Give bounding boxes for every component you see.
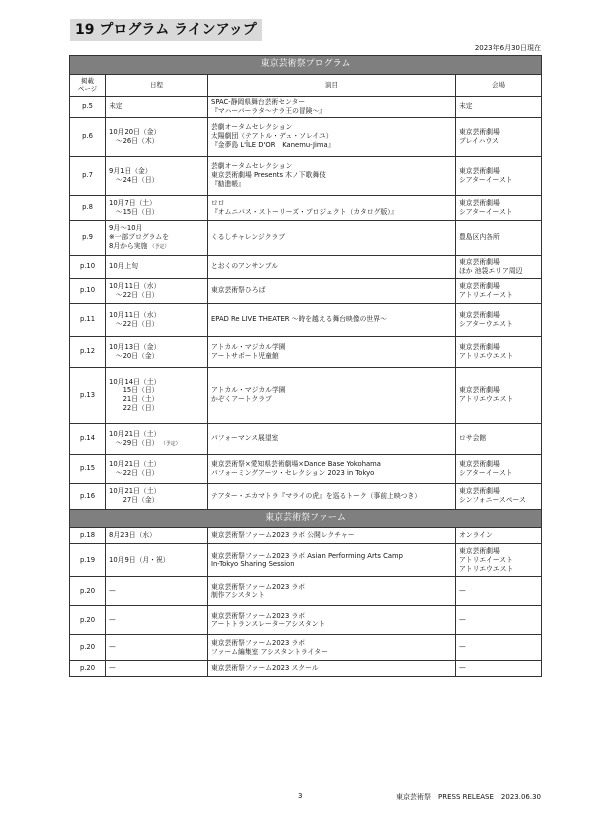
cell-date: 10月21日（土） 27日（金） — [106, 483, 208, 509]
program-table — [69, 55, 542, 677]
table-row — [70, 454, 542, 483]
date-note: （予定） — [160, 440, 181, 447]
cell-page: p.18 — [70, 528, 106, 544]
cell-date — [106, 220, 208, 255]
date-note: （予定） — [149, 244, 170, 251]
section-title: 東京芸術祭ファーム — [70, 509, 542, 528]
cell-page: p.11 — [70, 303, 106, 336]
cell-event: アトカル・マジカル学園 かぞくアートクラブ — [208, 367, 456, 423]
table-row — [70, 423, 542, 454]
cell-event: 東京芸術祭ファーム2023 ラボ 制作アシスタント — [208, 577, 456, 606]
table-row — [70, 220, 542, 255]
cell-venue: — — [456, 606, 542, 635]
table-row — [70, 483, 542, 509]
cell-page: p.20 — [70, 577, 106, 606]
cell-page: p.14 — [70, 423, 106, 454]
cell-date: 10月21日（土） 〜22日（日） — [106, 454, 208, 483]
date-text: 9月〜10月 ※一部プログラムを 8月から実施 — [109, 224, 170, 251]
cell-event: 芸劇オータムセレクション 東京芸術劇場 Presents 木ノ下歌舞伎 『勧進帳』 — [208, 156, 456, 195]
cell-venue: ロサ会館 — [456, 423, 542, 454]
cell-venue: 東京芸術劇場 アトリエウエスト — [456, 367, 542, 423]
footer-page-number: 3 — [298, 792, 303, 800]
cell-date: — — [106, 635, 208, 661]
table-row — [70, 117, 542, 156]
cell-event: 東京芸術祭ファーム2023 スクール — [208, 661, 456, 677]
cell-event: 東京芸術祭ファーム2023 ラボ アートトランスレーターアシスタント — [208, 606, 456, 635]
cell-date: 10月7日（土） 〜15日（日） — [106, 195, 208, 220]
cell-page: p.16 — [70, 483, 106, 509]
cell-page: p.5 — [70, 96, 106, 117]
cell-page: p.6 — [70, 117, 106, 156]
cell-date — [106, 423, 208, 454]
cell-date: 10月13日（金） 〜20日（金） — [106, 336, 208, 367]
cell-venue: 未定 — [456, 96, 542, 117]
header-venue: 会場 — [456, 74, 542, 96]
cell-venue: 東京芸術劇場 アトリエイースト — [456, 278, 542, 303]
as-of-date: 2023年6月30日現在 — [474, 44, 541, 52]
cell-date: 10月14日（土） 15日（日） 21日（土） 22日（日） — [106, 367, 208, 423]
table-row — [70, 606, 542, 635]
table-row — [70, 96, 542, 117]
table-row — [70, 278, 542, 303]
cell-event: くるしチャレンジクラブ — [208, 220, 456, 255]
cell-date: 10月9日（月・祝） — [106, 544, 208, 577]
cell-event: 東京芸術祭ファーム2023 ラボ 公開レクチャー — [208, 528, 456, 544]
cell-event: パフォーマンス展望室 — [208, 423, 456, 454]
cell-page: p.7 — [70, 156, 106, 195]
table-row — [70, 255, 542, 278]
cell-venue: オンライン — [456, 528, 542, 544]
cell-date: 8月23日（水） — [106, 528, 208, 544]
cell-date: 10月上旬 — [106, 255, 208, 278]
page-title: 19 プログラム ラインアップ — [70, 19, 262, 41]
cell-venue: 東京芸術劇場 アトリエウエスト — [456, 336, 542, 367]
cell-event: 東京芸術祭ひろば — [208, 278, 456, 303]
cell-page: p.10 — [70, 255, 106, 278]
cell-page: p.15 — [70, 454, 106, 483]
table-row — [70, 528, 542, 544]
table-row — [70, 577, 542, 606]
section-title: 東京芸術祭プログラム — [70, 56, 542, 75]
cell-event: とおくのアンサンブル — [208, 255, 456, 278]
header-date: 日程 — [106, 74, 208, 96]
cell-event: EPAD Re LIVE THEATER 〜時を越える舞台映像の世界〜 — [208, 303, 456, 336]
cell-page: p.10 — [70, 278, 106, 303]
cell-event: SPAC-静岡県舞台芸術センター 『マハーバーラタ〜ナラ王の冒険〜』 — [208, 96, 456, 117]
program-table-body — [70, 56, 542, 677]
cell-page: p.19 — [70, 544, 106, 577]
table-row — [70, 303, 542, 336]
table-row — [70, 661, 542, 677]
cell-date: 9月1日（金） 〜24日（日） — [106, 156, 208, 195]
cell-page: p.8 — [70, 195, 106, 220]
cell-venue: 東京芸術劇場 プレイハウス — [456, 117, 542, 156]
table-row — [70, 367, 542, 423]
cell-date: 10月11日（水） 〜22日（日） — [106, 303, 208, 336]
cell-event: 東京芸術祭×愛知県芸術劇場×Dance Base Yokohama パフォーミングアーツ・セレクション 2023 in Tokyo — [208, 454, 456, 483]
cell-date: 未定 — [106, 96, 208, 117]
cell-venue: 東京芸術劇場 ほか 池袋エリア周辺 — [456, 255, 542, 278]
cell-event: テアター・エカマトラ『マライの虎』を巡るトーク（事前上映つき） — [208, 483, 456, 509]
cell-venue: 東京芸術劇場 シアターイースト — [456, 454, 542, 483]
cell-venue: — — [456, 577, 542, 606]
cell-page: p.13 — [70, 367, 106, 423]
cell-date: — — [106, 606, 208, 635]
table-row — [70, 336, 542, 367]
cell-venue: 豊島区内各所 — [456, 220, 542, 255]
footer-release: 東京芸術祭 PRESS RELEASE 2023.06.30 — [396, 793, 541, 801]
cell-page: p.12 — [70, 336, 106, 367]
cell-event: 芸劇オータムセレクション 太陽劇団（テアトル・デュ・ソレイユ） 『金夢島 L'ÎLE D'OR Kanemu-Jima』 — [208, 117, 456, 156]
cell-venue: — — [456, 635, 542, 661]
table-row — [70, 195, 542, 220]
cell-event: 東京芸術祭ファーム2023 ラボ Asian Performing Arts Camp In-Tokyo Sharing Session — [208, 544, 456, 577]
column-header-row — [70, 74, 542, 96]
cell-page: p.20 — [70, 635, 106, 661]
cell-page: p.20 — [70, 606, 106, 635]
date-text: 10月21日（土） 〜29日（日） — [109, 429, 161, 447]
cell-date: 10月20日（金） 〜26日（木） — [106, 117, 208, 156]
cell-date: — — [106, 661, 208, 677]
cell-date: — — [106, 577, 208, 606]
cell-venue: 東京芸術劇場 シアターイースト — [456, 156, 542, 195]
cell-page: p.9 — [70, 220, 106, 255]
cell-venue: 東京芸術劇場 シンフォニースペース — [456, 483, 542, 509]
cell-event: 東京芸術祭ファーム2023 ラボ ファーム編集室 アシスタントライター — [208, 635, 456, 661]
table-row — [70, 156, 542, 195]
cell-venue: 東京芸術劇場 アトリエイースト アトリエウエスト — [456, 544, 542, 577]
section-header-row — [70, 56, 542, 75]
cell-event: ロロ 『オムニバス・ストーリーズ・プロジェクト（カタログ版）』 — [208, 195, 456, 220]
cell-event: アトカル・マジカル学園 アートサポート児童館 — [208, 336, 456, 367]
cell-page: p.20 — [70, 661, 106, 677]
cell-venue: — — [456, 661, 542, 677]
table-row — [70, 544, 542, 577]
cell-date: 10月11日（水） 〜22日（日） — [106, 278, 208, 303]
header-event: 演目 — [208, 74, 456, 96]
section-header-row — [70, 509, 542, 528]
header-page: 掲載 ページ — [70, 74, 106, 96]
cell-venue: 東京芸術劇場 シアターイースト — [456, 195, 542, 220]
table-row — [70, 635, 542, 661]
cell-venue: 東京芸術劇場 シアターウエスト — [456, 303, 542, 336]
